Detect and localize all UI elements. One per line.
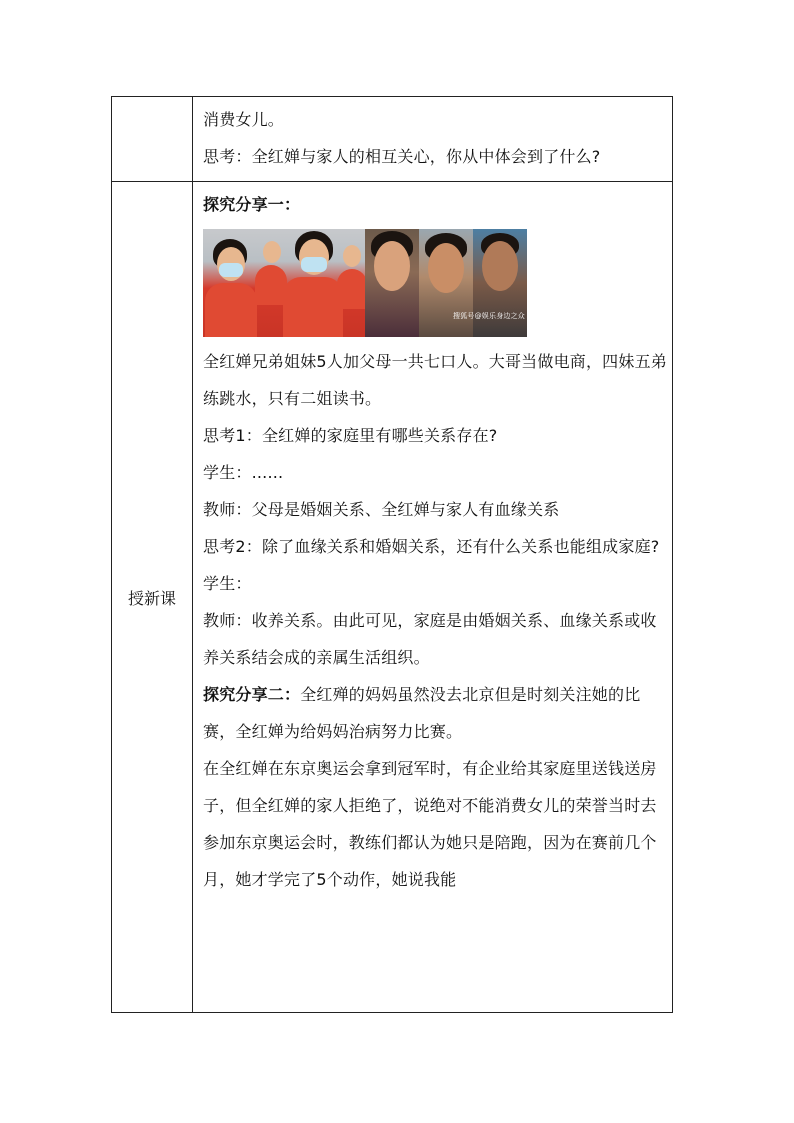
think-prompt: 思考2：除了血缘关系和婚姻关系，还有什么关系也能组成家庭?: [203, 537, 660, 556]
table-row: [112, 97, 673, 182]
portrait-photo: [453, 229, 527, 337]
portrait-photo: [365, 229, 419, 337]
student-answer: 学生：: [203, 574, 252, 593]
group-photo: [203, 229, 365, 337]
heading-explore-2: 探究分享二：: [203, 685, 301, 704]
image-watermark: 搜狐号@娱乐身边之众: [453, 312, 525, 320]
teacher-answer: 教师：收养关系。由此可见，家庭是由婚姻关系、血缘关系或收养关系结会成的亲属生活组织。: [203, 611, 657, 667]
student-answer: 学生：......: [203, 463, 284, 482]
text-line: 消费女儿。: [203, 110, 285, 129]
paragraph: 在全红婵在东京奥运会拿到冠军时，有企业给其家庭里送钱送房子，但全红婵的家人拒绝了，说绝对不能消费女儿的荣誉当时去参加东京奥运会时，教练们都认为她只是陪跑，因为在赛前几个月，她才学完了5个动作，她说我能: [203, 759, 657, 889]
think-prompt: 思考1：全红婵的家庭里有哪些关系存在?: [203, 426, 498, 445]
paragraph: 全红婵兄弟姐妹5人加父母一共七口人。大哥当做电商，四妹五弟练跳水，只有二姐读书。: [203, 352, 667, 408]
paragraph: [203, 676, 668, 750]
label-cell-empty: [112, 97, 193, 182]
content-cell: [193, 97, 673, 182]
photo-strip: [203, 229, 527, 337]
section-label: 授新课: [112, 182, 193, 1013]
lesson-table: [111, 96, 673, 1013]
table-row: [112, 182, 673, 1013]
teacher-answer: 教师：父母是婚姻关系、全红婵与家人有血缘关系: [203, 500, 560, 519]
think-prompt: 思考：全红婵与家人的相互关心，你从中体会到了什么?: [203, 147, 601, 166]
paragraph-text: 全红殚的妈妈虽然没去北京但是时刻关注她的比赛，全红婵为给妈妈治病努力比赛。: [203, 685, 641, 741]
content-cell: [193, 182, 673, 1013]
heading-explore-1: 探究分享一：: [203, 195, 301, 214]
